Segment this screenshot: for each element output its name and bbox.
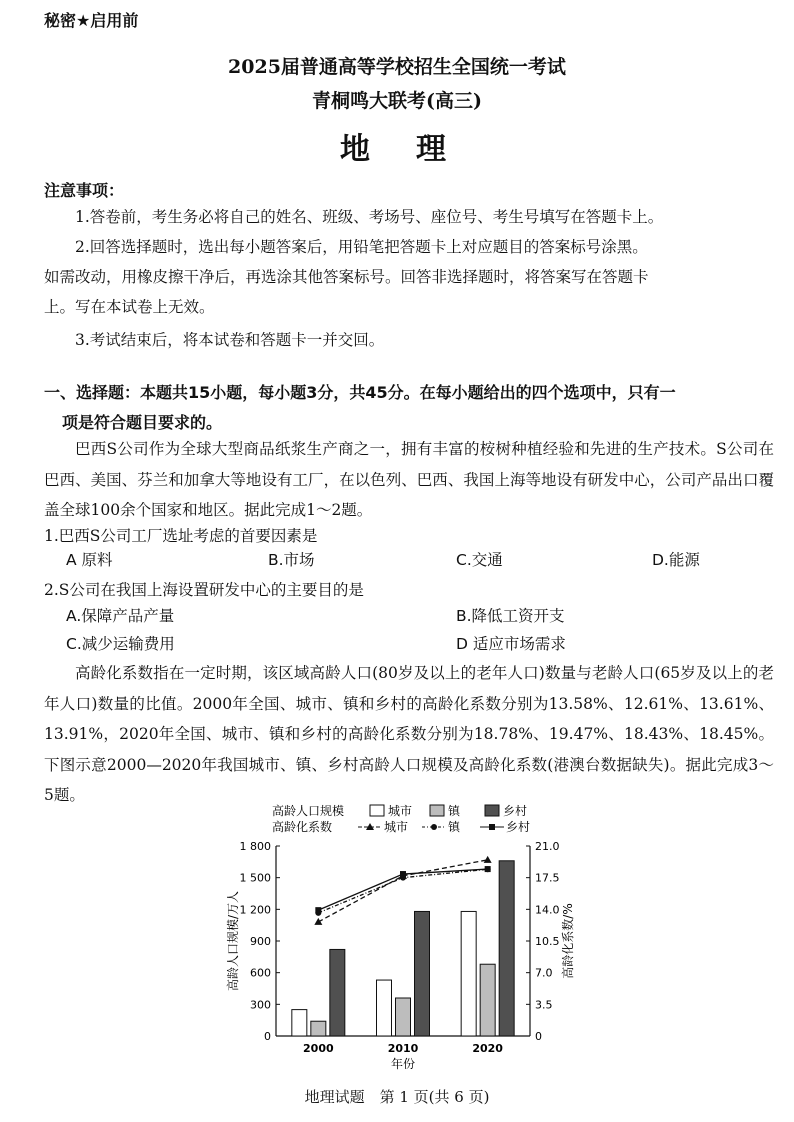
legend-swatch-city [370, 805, 384, 816]
y2-tick-label: 7.0 [535, 966, 553, 980]
legend-swatch-town [430, 805, 444, 816]
bar-乡村 [499, 861, 514, 1036]
point-乡村 [315, 907, 321, 913]
bar-镇 [311, 1021, 326, 1036]
legend-bar-city: 城市 [388, 804, 413, 818]
bar-城市 [461, 911, 476, 1036]
notice-item-1: 1.答卷前，考生务必将自己的姓名、班级、考场号、座位号、考生号填写在答题卡上。 [75, 208, 664, 226]
y-tick-label: 300 [250, 998, 271, 1012]
y2-tick-label: 17.5 [535, 871, 560, 885]
legend-title-coef: 高龄化系数 [272, 820, 333, 834]
legend-line-city-label: 城市 [384, 820, 409, 834]
y2-tick-label: 10.5 [535, 935, 560, 948]
y2-tick-label: 14.0 [535, 903, 560, 917]
q1-option-d: D.能源 [652, 551, 700, 569]
bar-乡村 [415, 911, 430, 1036]
chart-legend [272, 803, 530, 834]
q1-option-a: A 原料 [66, 551, 113, 569]
y2-tick-label: 21.0 [535, 840, 560, 853]
y-tick-label: 1 200 [239, 903, 271, 917]
legend-line-town-label: 镇 [448, 820, 461, 834]
exam-subtitle: 青桐鸣大联考(高三) [312, 90, 482, 112]
bar-镇 [396, 998, 411, 1036]
page-footer: 地理试题 第 1 页(共 6 页) [304, 1088, 490, 1106]
subject-title: 地 理 [340, 132, 454, 167]
q2-option-b: B.降低工资开支 [456, 607, 565, 625]
x-axis-ticks [303, 1042, 503, 1055]
x-tick-label: 2010 [387, 1042, 419, 1055]
notice-item-2-end: 上。写在本试卷上无效。 [44, 298, 215, 316]
bar-乡村 [330, 949, 345, 1036]
y-axis-label: 高龄人口规模/万人 [226, 890, 240, 992]
legend-marker-circle [431, 824, 437, 830]
passage-1: 巴西S公司作为全球大型商品纸浆生产商之一，拥有丰富的桉树种植经验和先进的生产技术。S公司在巴西、美国、芬兰和加拿大等地设有工厂，在以色列、巴西、我国上海等地设有研发中心，公司产品出口覆盖全球100余个国家和地区。据此完成1～2题。 [44, 440, 774, 519]
population-chart [210, 800, 580, 1080]
point-乡村 [485, 866, 491, 872]
legend-marker-square [489, 824, 495, 830]
point-城市 [314, 918, 322, 925]
y2-axis-label: 高龄化系数/% [561, 903, 575, 979]
chart-bars [292, 861, 514, 1036]
y2-tick-label: 3.5 [535, 998, 553, 1012]
legend-line-village-label: 乡村 [506, 820, 531, 834]
q2-option-a: A.保障产品产量 [66, 607, 175, 625]
section-heading-line2: 项是符合题目要求的。 [62, 413, 223, 432]
exam-title: 2025届普通高等学校招生全国统一考试 [228, 56, 566, 78]
y-tick-label: 0 [264, 1030, 271, 1043]
x-tick-label: 2020 [472, 1042, 503, 1055]
notice-item-2-cont: 如需改动，用橡皮擦干净后，再选涂其他答案标号。回答非选择题时，将答案写在答题卡 [44, 268, 649, 286]
q2-option-d: D 适应市场需求 [456, 635, 566, 653]
legend-title-scale: 高龄人口规模 [272, 804, 345, 818]
bar-城市 [292, 1010, 307, 1036]
left-axis-ticks [240, 840, 281, 1043]
notice-item-3: 3.考试结束后，将本试卷和答题卡一并交回。 [75, 331, 385, 349]
x-tick-label: 2000 [303, 1042, 334, 1055]
bar-城市 [377, 980, 392, 1036]
q2-option-c: C.减少运输费用 [66, 635, 175, 653]
notice-item-2: 2.回答选择题时，选出每小题答案后，用铅笔把答题卡上对应题目的答案标号涂黑。 [75, 238, 648, 256]
y-tick-label: 1 800 [239, 840, 271, 853]
y-tick-label: 1 500 [239, 871, 271, 885]
bar-镇 [480, 964, 495, 1036]
section-heading [44, 378, 774, 438]
point-城市 [484, 856, 492, 863]
q1-option-c: C.交通 [456, 551, 503, 569]
confidential-mark: 秘密★启用前 [44, 11, 139, 30]
x-axis-label: 年份 [390, 1057, 416, 1071]
legend-bar-town: 镇 [448, 804, 461, 818]
question-1-stem: 1.巴西S公司工厂选址考虑的首要因素是 [44, 527, 318, 545]
legend-swatch-village [485, 805, 499, 816]
point-乡村 [400, 871, 406, 877]
passage-2: 高龄化系数指在一定时期，该区域高龄人口(80岁及以上的老年人口)数量与老龄人口(65岁及以上的老年人口)数量的比值。2000年全国、城市、镇和乡村的高龄化系数分别为13.58%、12.61%、13.61%、13.91%，2020年全国、城市、镇和乡村的高龄化系数分别为18.78%、19.47%、18.43%、18.45%。下图示意2000—2020年我国城市、镇、乡村高龄人口规模及高龄化系数(港澳台数据缺失)。据此完成3～5题。 [44, 664, 774, 804]
notice-heading: 注意事项： [44, 181, 125, 200]
section-heading-line1: 一、选择题：本题共15小题，每小题3分，共45分。在每小题给出的四个选项中，只有一 [44, 383, 676, 402]
y-tick-label: 900 [250, 935, 271, 948]
right-axis-ticks [526, 840, 560, 1043]
y-tick-label: 600 [250, 966, 271, 980]
legend-bar-village: 乡村 [503, 804, 528, 818]
question-2-stem: 2.S公司在我国上海设置研发中心的主要目的是 [44, 581, 364, 599]
y2-tick-label: 0 [535, 1030, 542, 1043]
q1-option-b: B.市场 [268, 551, 315, 569]
